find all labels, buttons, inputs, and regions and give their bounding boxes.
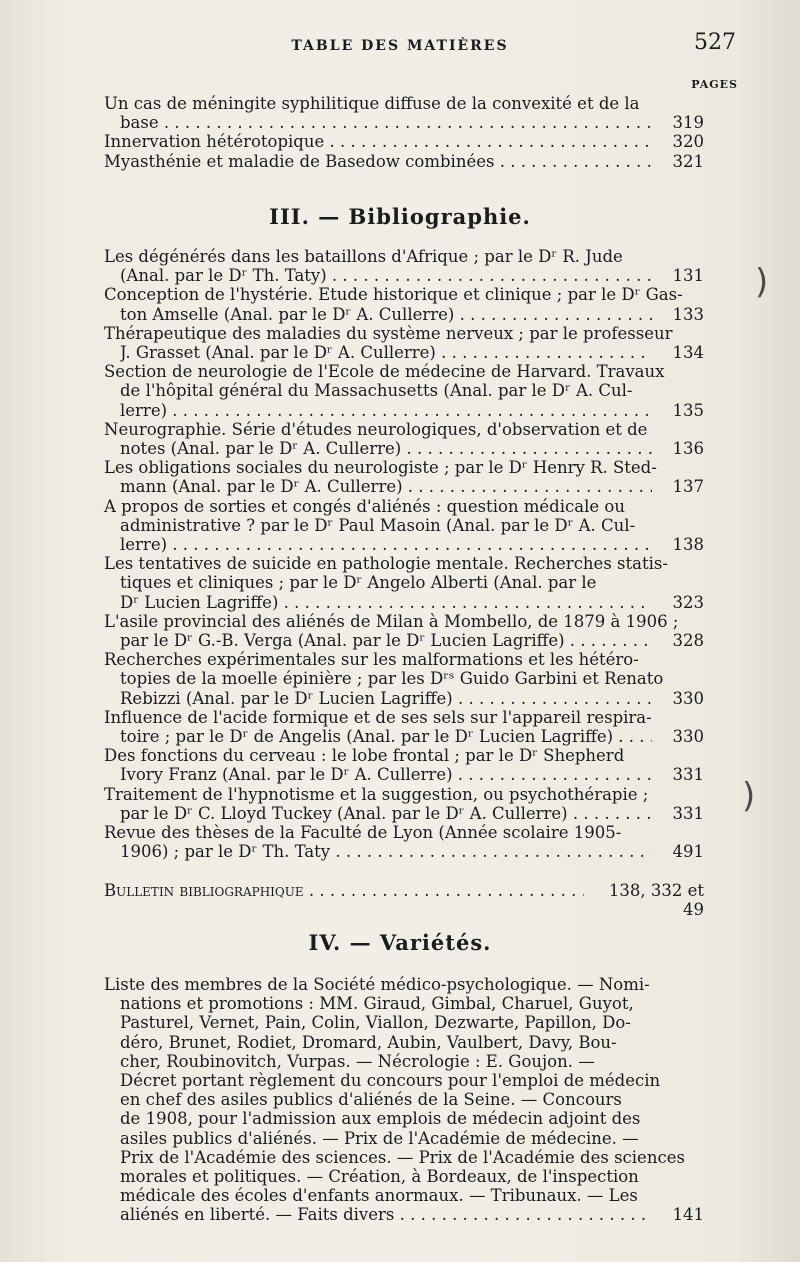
- varietes-line: en chef des asiles publics d'aliénés de la Seine. — Concours: [120, 1090, 622, 1110]
- toc-entry-page: 134: [672, 343, 704, 363]
- toc-entry-page: 138: [672, 535, 704, 555]
- varietes-line: cher, Roubinovitch, Vurpas. — Nécrologie : E. Goujon. —: [120, 1051, 595, 1071]
- toc-entry-page: 330: [672, 727, 704, 747]
- toc-entry-line: administrative ? par le Dʳ Paul Masoin (Anal. par le Dʳ A. Cul-: [120, 515, 636, 535]
- toc-entry-page: 331: [672, 803, 704, 823]
- toc-entry: [104, 458, 704, 496]
- varietes-page: 141: [672, 1205, 704, 1225]
- toc-entry-last-line: [104, 727, 704, 746]
- bulletin-pages: 138, 332 et 49: [608, 881, 704, 920]
- toc-entry-text: 1906) ; par le Dʳ Th. Taty . . .: [120, 842, 652, 861]
- toc-entry-page: 330: [672, 688, 704, 708]
- toc-entry-text: Innervation hétérotopique . . .: [104, 132, 652, 151]
- toc-entry: [104, 285, 704, 323]
- toc-entry-line: Les obligations sociales du neurologiste ; par le Dʳ Henry R. Sted-: [104, 458, 657, 478]
- toc-entry: [104, 612, 704, 650]
- toc-entry-line: Thérapeutique des maladies du système nerveux ; par le professeur: [104, 323, 673, 343]
- toc-entry: [104, 420, 704, 458]
- varietes-line: asiles publics d'aliénés. — Prix de l'Académie de médecine. —: [120, 1128, 639, 1148]
- section-heading-bibliographie: III. — Bibliographie.: [269, 204, 531, 229]
- pages-column-label: PAGES: [691, 78, 738, 91]
- toc-entry-line: Influence de l'acide formique et de ses sels sur l'appareil respira-: [104, 707, 652, 727]
- toc-entry-last-line: [104, 132, 704, 151]
- running-header-title: TABLE DES MATIÈRES: [291, 38, 509, 54]
- toc-entry-last-line: [104, 804, 704, 823]
- bulletin-label: Bulletin bibliographique . . .: [104, 881, 584, 900]
- toc-entry-last-line: [104, 535, 704, 554]
- toc-entry-last-line: [104, 439, 704, 458]
- toc-entry-line: Conception de l'hystérie. Etude historique et clinique ; par le Dʳ Gas-: [104, 285, 683, 305]
- toc-top-entries: [104, 94, 704, 171]
- toc-entry-text: base . . .: [120, 113, 652, 132]
- toc-entry-text: Rebizzi (Anal. par le Dʳ Lucien Lagriffe) . . .: [120, 689, 652, 708]
- toc-entry-line: Les tentatives de suicide en pathologie mentale. Recherches statis-: [104, 554, 668, 574]
- varietes-line: Prix de l'Académie des sciences. — Prix de l'Académie des sciences: [120, 1147, 685, 1167]
- toc-entry-text: (Anal. par le Dʳ Th. Taty) . . .: [120, 266, 652, 285]
- toc-entry-last-line: [104, 266, 704, 285]
- bulletin-row: [104, 881, 704, 919]
- toc-entry-last-line: [104, 765, 704, 784]
- toc-entry: [104, 94, 704, 132]
- toc-entry-page: 137: [672, 477, 704, 497]
- toc-entry-page: 319: [672, 113, 704, 133]
- toc-entry-line: Les dégénérés dans les bataillons d'Afrique ; par le Dʳ R. Jude: [104, 247, 623, 266]
- varietes-line: nations et promotions : MM. Giraud, Gimbal, Charuel, Guyot,: [120, 994, 634, 1014]
- toc-entry-last-line: [104, 689, 704, 708]
- varietes-last-line: [104, 1205, 704, 1224]
- toc-entry-page: 133: [672, 304, 704, 324]
- toc-entry-last-line: [104, 401, 704, 420]
- toc-entry: [104, 132, 704, 151]
- toc-entry-last-line: [104, 477, 704, 496]
- toc-entry-text: J. Grasset (Anal. par le Dʳ A. Cullerre) . . .: [120, 343, 652, 362]
- varietes-line: Liste des membres de la Société médico-psychologique. — Nomi-: [104, 975, 650, 994]
- toc-entry-text: Dʳ Lucien Lagriffe) . . .: [120, 593, 652, 612]
- toc-entry-text: ton Amselle (Anal. par le Dʳ A. Cullerre) . . .: [120, 305, 652, 324]
- varietes-paragraph: [104, 975, 704, 1225]
- toc-entry: [104, 497, 704, 555]
- margin-bracket-mark: ): [742, 776, 756, 816]
- toc-entry: [104, 324, 704, 362]
- section-heading-varietes: IV. — Variétés.: [308, 930, 492, 955]
- toc-entry-line: Des fonctions du cerveau : le lobe frontal ; par le Dʳ Shepherd: [104, 746, 625, 766]
- varietes-line: Pasturel, Vernet, Pain, Colin, Viallon, Dezwarte, Papillon, Do-: [120, 1013, 631, 1033]
- toc-entry-page: 328: [672, 631, 704, 651]
- varietes-last-text: aliénés en liberté. — Faits divers . . .: [120, 1205, 652, 1224]
- toc-entry-line: L'asile provincial des aliénés de Milan à Mombello, de 1879 à 1906 ;: [104, 611, 679, 631]
- toc-entry: [104, 650, 704, 708]
- toc-entry-last-line: [104, 631, 704, 650]
- margin-bracket-mark: ): [755, 262, 769, 302]
- toc-entry-text: Ivory Franz (Anal. par le Dʳ A. Cullerre) . . .: [120, 765, 652, 784]
- toc-entry-line: A propos de sorties et congés d'aliénés : question médicale ou: [104, 496, 625, 516]
- toc-entry-line: Traitement de l'hypnotisme et la suggestion, ou psychothérapie ;: [104, 784, 649, 804]
- toc-entry-last-line: [104, 593, 704, 612]
- toc-entry-page: 131: [672, 266, 704, 286]
- toc-entry-text: notes (Anal. par le Dʳ A. Cullerre) . . .: [120, 439, 652, 458]
- toc-entry-last-line: [104, 305, 704, 324]
- toc-entry-text: par le Dʳ C. Lloyd Tuckey (Anal. par le Dʳ A. Cullerre) . . .: [120, 804, 652, 823]
- varietes-line: Décret portant règlement du concours pour l'emploi de médecin: [120, 1071, 661, 1091]
- varietes-line: morales et politiques. — Création, à Bordeaux, de l'inspection: [120, 1167, 639, 1187]
- toc-entry: [104, 708, 704, 746]
- toc-entry-page: 331: [672, 765, 704, 785]
- toc-entry-page: 491: [672, 842, 704, 862]
- bibliographie-entries: [104, 247, 704, 862]
- toc-entry-page: 321: [672, 151, 704, 171]
- toc-entry: [104, 152, 704, 171]
- toc-entry-line: topies de la moelle épinière ; par les Dʳˢ Guido Garbini et Renato: [120, 669, 664, 689]
- toc-entry-text: mann (Anal. par le Dʳ A. Cullerre) . . .: [120, 477, 652, 496]
- toc-entry-line: Revue des thèses de la Faculté de Lyon (Année scolaire 1905-: [104, 823, 622, 843]
- toc-entry-text: toire ; par le Dʳ de Angelis (Anal. par le Dʳ Lucien Lagriffe) . . .: [120, 727, 652, 746]
- toc-entry-line: Section de neurologie de l'Ecole de médecine de Harvard. Travaux: [104, 362, 665, 382]
- toc-entry-last-line: [104, 842, 704, 861]
- toc-entry: [104, 746, 704, 784]
- toc-entry-line: tiques et cliniques ; par le Dʳ Angelo Alberti (Anal. par le: [120, 573, 597, 593]
- varietes-line: déro, Brunet, Rodiet, Dromard, Aubin, Vaulbert, Davy, Bou-: [120, 1032, 617, 1052]
- toc-entry-last-line: [104, 343, 704, 362]
- toc-entry-text: par le Dʳ G.-B. Verga (Anal. par le Dʳ Lucien Lagriffe) . . .: [120, 631, 652, 650]
- toc-entry-text: lerre) . . .: [120, 535, 652, 554]
- toc-entry-page: 323: [672, 592, 704, 612]
- toc-entry-line: Un cas de méningite syphilitique diffuse de la convexité et de la: [104, 94, 640, 113]
- toc-entry: [104, 362, 704, 420]
- toc-entry: [104, 247, 704, 285]
- toc-entry-page: 135: [672, 400, 704, 420]
- toc-entry-page: 136: [672, 439, 704, 459]
- toc-entry-last-line: [104, 113, 704, 132]
- toc-entry-line: de l'hôpital général du Massachusetts (Anal. par le Dʳ A. Cul-: [120, 381, 633, 401]
- bulletin-row-wrap: [104, 881, 704, 919]
- toc-entry-line: Recherches expérimentales sur les malformations et les hétéro-: [104, 650, 639, 670]
- toc-entry-page: 320: [672, 132, 704, 152]
- toc-entry-last-line: [104, 152, 704, 171]
- toc-entry-text: Myasthénie et maladie de Basedow combinées . . .: [104, 152, 652, 171]
- varietes-line: médicale des écoles d'enfants anormaux. — Tribunaux. — Les: [120, 1186, 638, 1206]
- varietes-line: de 1908, pour l'admission aux emplois de médecin adjoint des: [120, 1109, 641, 1129]
- page-number: 527: [694, 30, 736, 55]
- toc-entry: [104, 823, 704, 861]
- toc-entry-text: lerre) . . .: [120, 401, 652, 420]
- toc-entry: [104, 554, 704, 612]
- toc-entry-line: Neurographie. Série d'études neurologiques, d'observation et de: [104, 419, 648, 439]
- toc-entry: [104, 785, 704, 823]
